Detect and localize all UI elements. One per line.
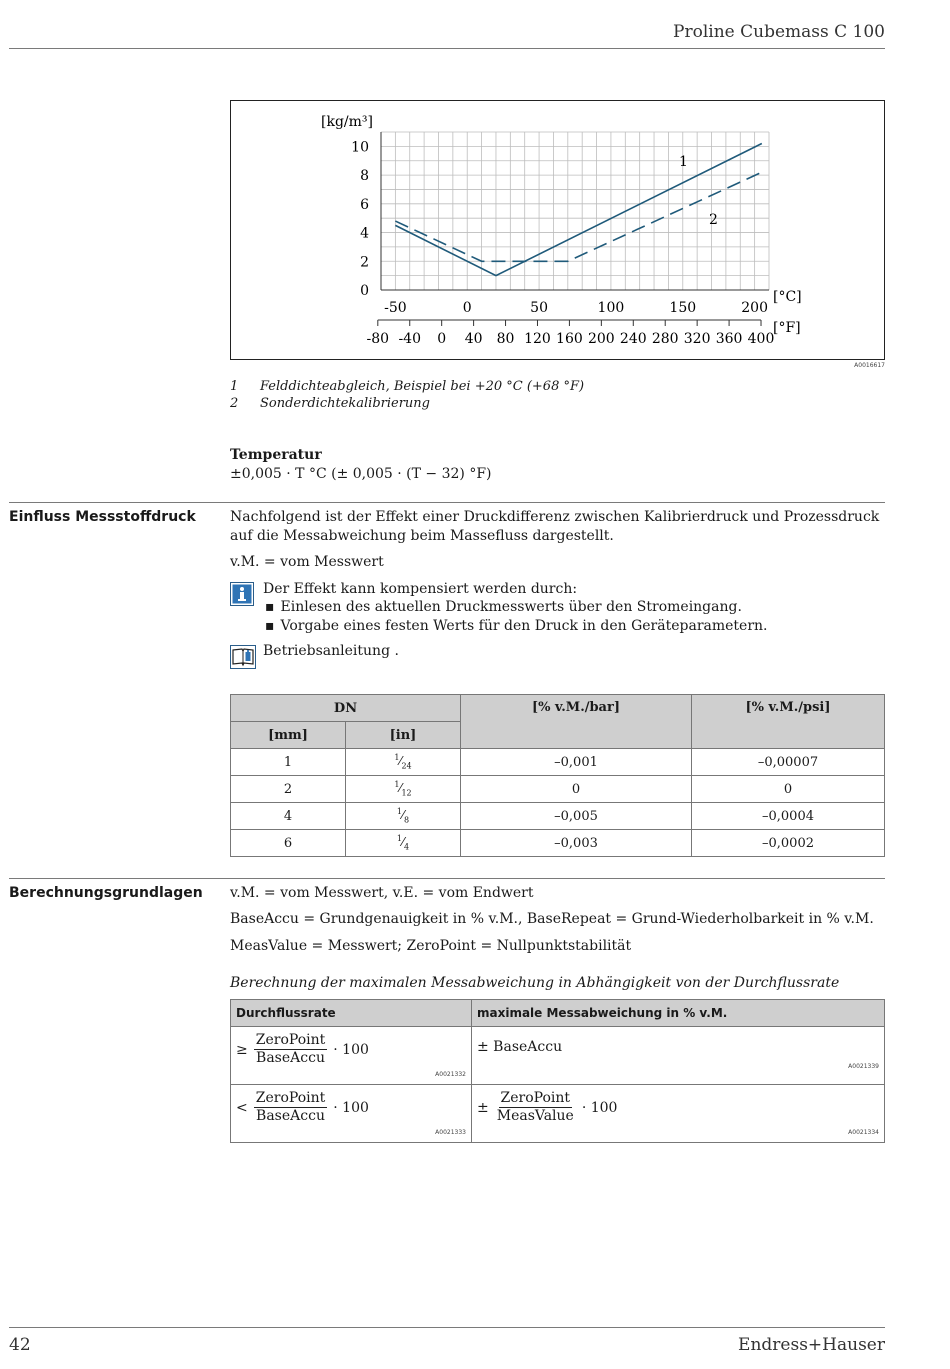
note-title: Der Effekt kann kompensiert werden durch: xyxy=(263,581,578,597)
chart-grid xyxy=(381,132,769,290)
legend-text: Sonderdichtekalibrierung xyxy=(260,396,430,411)
header-dn: DN xyxy=(231,695,461,722)
cell-mm: 2 xyxy=(231,776,346,803)
legend-number: 1 xyxy=(230,379,239,394)
footer-rule xyxy=(9,1327,885,1328)
formula-cell xyxy=(472,1027,885,1085)
formula-cell xyxy=(231,1085,472,1143)
x-tick-label-celsius: 0 xyxy=(462,300,472,316)
section-title-calculation: Berechnungsgrundlagen xyxy=(9,885,203,901)
temperature-formula: ±0,005 · T °C (± 0,005 · (T − 32) °F) xyxy=(230,466,492,482)
header-bar: [% v.M./bar] xyxy=(461,695,692,749)
pressure-intro: Nachfolgend ist der Effekt einer Druckdifferenz zwischen Kalibrierdruck und Prozessdruck auf die Messabweichung beim Massefluss dargestellt. xyxy=(230,509,880,544)
x-tick-label-celsius: 200 xyxy=(741,300,768,316)
legend-text: Felddichteabgleich, Beispiel bei +20 °C (+68 °F) xyxy=(260,379,585,394)
x-tick-label-fahrenheit: 240 xyxy=(619,331,647,347)
x-axis-unit-fahrenheit: [°F] xyxy=(773,320,801,336)
figure-id: A0016617 xyxy=(854,362,885,369)
header-max-deviation: maximale Messabweichung in % v.M. xyxy=(472,1000,885,1027)
x-tick-label-fahrenheit: 320 xyxy=(683,331,711,347)
y-tick-labels xyxy=(351,139,369,299)
info-icon xyxy=(230,582,254,606)
series-line-2 xyxy=(395,172,761,261)
x-tick-label-celsius: -50 xyxy=(384,300,407,316)
x-tick-label-celsius: 50 xyxy=(530,300,548,316)
x-tick-label-fahrenheit: 80 xyxy=(496,331,515,347)
formula-ge: ≥ ZeroPoint BaseAccu · 100 xyxy=(236,1032,369,1066)
page-number: 42 xyxy=(9,1335,31,1355)
density-chart xyxy=(231,101,884,359)
cell-in: $^1⁄_8$ xyxy=(346,803,461,830)
x-tick-labels-fahrenheit xyxy=(367,320,775,347)
calc-definition-2: BaseAccu = Grundgenauigkeit in % v.M., BaseRepeat = Grund-Wiederholbarkeit in % v.M. xyxy=(230,911,874,927)
y-tick-label: 4 xyxy=(360,225,369,242)
figure-frame xyxy=(230,100,885,360)
formula-lt: < ZeroPoint BaseAccu · 100 xyxy=(236,1090,369,1124)
x-tick-label-fahrenheit: 160 xyxy=(556,331,583,347)
section-rule xyxy=(9,502,885,503)
x-tick-label-fahrenheit: 40 xyxy=(464,331,483,347)
x-tick-label-fahrenheit: 360 xyxy=(715,331,743,347)
cell-bar: –0,001 xyxy=(461,749,692,776)
brand-name: Endress+Hauser xyxy=(738,1335,885,1355)
deviation-formula: ± ZeroPoint MeasValue · 100 xyxy=(477,1090,618,1124)
manual-book-icon xyxy=(230,645,254,669)
calc-definition-1: v.M. = vom Messwert, v.E. = vom Endwert xyxy=(230,885,534,901)
table-row xyxy=(231,1027,885,1085)
cell-bar: 0 xyxy=(461,776,692,803)
cell-bar: –0,003 xyxy=(461,830,692,857)
x-tick-label-fahrenheit: 200 xyxy=(587,331,615,347)
cell-psi: –0,0004 xyxy=(692,803,885,830)
cell-psi: –0,0002 xyxy=(692,830,885,857)
list-item: ▪ Einlesen des aktuellen Druckmesswerts über den Stromeingang. xyxy=(265,598,885,617)
header-psi: [% v.M./psi] xyxy=(692,695,885,749)
table-row xyxy=(231,776,885,803)
table-row xyxy=(231,830,885,857)
formula-cell xyxy=(472,1085,885,1143)
note-bullets xyxy=(265,598,885,636)
formula-code: A0021332 xyxy=(435,1071,466,1078)
y-axis-unit: [kg/m³] xyxy=(321,114,373,130)
x-tick-label-fahrenheit: 280 xyxy=(651,331,679,347)
x-tick-label-fahrenheit: 120 xyxy=(524,331,551,347)
x-tick-label-celsius: 150 xyxy=(669,300,697,316)
x-tick-label-fahrenheit: 400 xyxy=(747,331,775,347)
series-label-1: 1 xyxy=(679,154,688,170)
chart-series xyxy=(395,143,761,275)
vm-definition: v.M. = vom Messwert xyxy=(230,554,384,570)
legend-item xyxy=(230,396,430,411)
table-row xyxy=(231,1085,885,1143)
cell-mm: 1 xyxy=(231,749,346,776)
y-tick-label: 10 xyxy=(351,139,369,156)
calc-table-caption: Berechnung der maximalen Messabweichung in Abhängigkeit von der Durchflussrate xyxy=(230,975,840,991)
temperature-title: Temperatur xyxy=(230,447,322,463)
calc-definition-3: MeasValue = Messwert; ZeroPoint = Nullpunktstabilität xyxy=(230,938,632,954)
cell-mm: 6 xyxy=(231,830,346,857)
cell-in: $^1⁄_{24}$ xyxy=(346,749,461,776)
legend-number: 2 xyxy=(230,396,239,411)
x-tick-label-fahrenheit: -40 xyxy=(398,331,422,347)
cell-mm: 4 xyxy=(231,803,346,830)
x-axis-unit-celsius: [°C] xyxy=(773,289,802,305)
cell-bar: –0,005 xyxy=(461,803,692,830)
header-rule xyxy=(9,48,885,49)
cell-in: $^1⁄_{12}$ xyxy=(346,776,461,803)
cell-in: $^1⁄_4$ xyxy=(346,830,461,857)
y-tick-label: 2 xyxy=(360,254,369,271)
document-title: Proline Cubemass C 100 xyxy=(673,22,885,42)
pressure-table xyxy=(230,694,885,857)
formula-code: A0021339 xyxy=(848,1063,879,1070)
header-flow-rate: Durchflussrate xyxy=(231,1000,472,1027)
cell-psi: –0,00007 xyxy=(692,749,885,776)
x-tick-label-celsius: 100 xyxy=(597,300,625,316)
y-tick-label: 6 xyxy=(360,196,369,213)
deviation-base-accu: ± BaseAccu xyxy=(477,1039,563,1055)
x-tick-label-fahrenheit: -80 xyxy=(366,331,390,347)
formula-cell xyxy=(231,1027,472,1085)
section-title-pressure: Einfluss Messstoffdruck xyxy=(9,509,196,525)
x-tick-labels-celsius xyxy=(384,300,768,316)
header-mm: [mm] xyxy=(231,722,346,749)
list-item: ▪ Vorgabe eines festen Werts für den Druck in den Geräteparametern. xyxy=(265,617,885,636)
header-in: [in] xyxy=(346,722,461,749)
table-row xyxy=(231,803,885,830)
calc-table xyxy=(230,999,885,1143)
manual-reference: Betriebsanleitung . xyxy=(263,643,399,659)
y-tick-label: 0 xyxy=(360,283,369,299)
section-rule xyxy=(9,878,885,879)
legend-item xyxy=(230,379,584,394)
formula-code: A0021334 xyxy=(848,1129,879,1136)
y-tick-label: 8 xyxy=(360,168,369,185)
x-tick-label-fahrenheit: 0 xyxy=(437,331,447,347)
formula-code: A0021333 xyxy=(435,1129,466,1136)
cell-psi: 0 xyxy=(692,776,885,803)
series-label-2: 2 xyxy=(709,212,718,228)
table-row xyxy=(231,749,885,776)
